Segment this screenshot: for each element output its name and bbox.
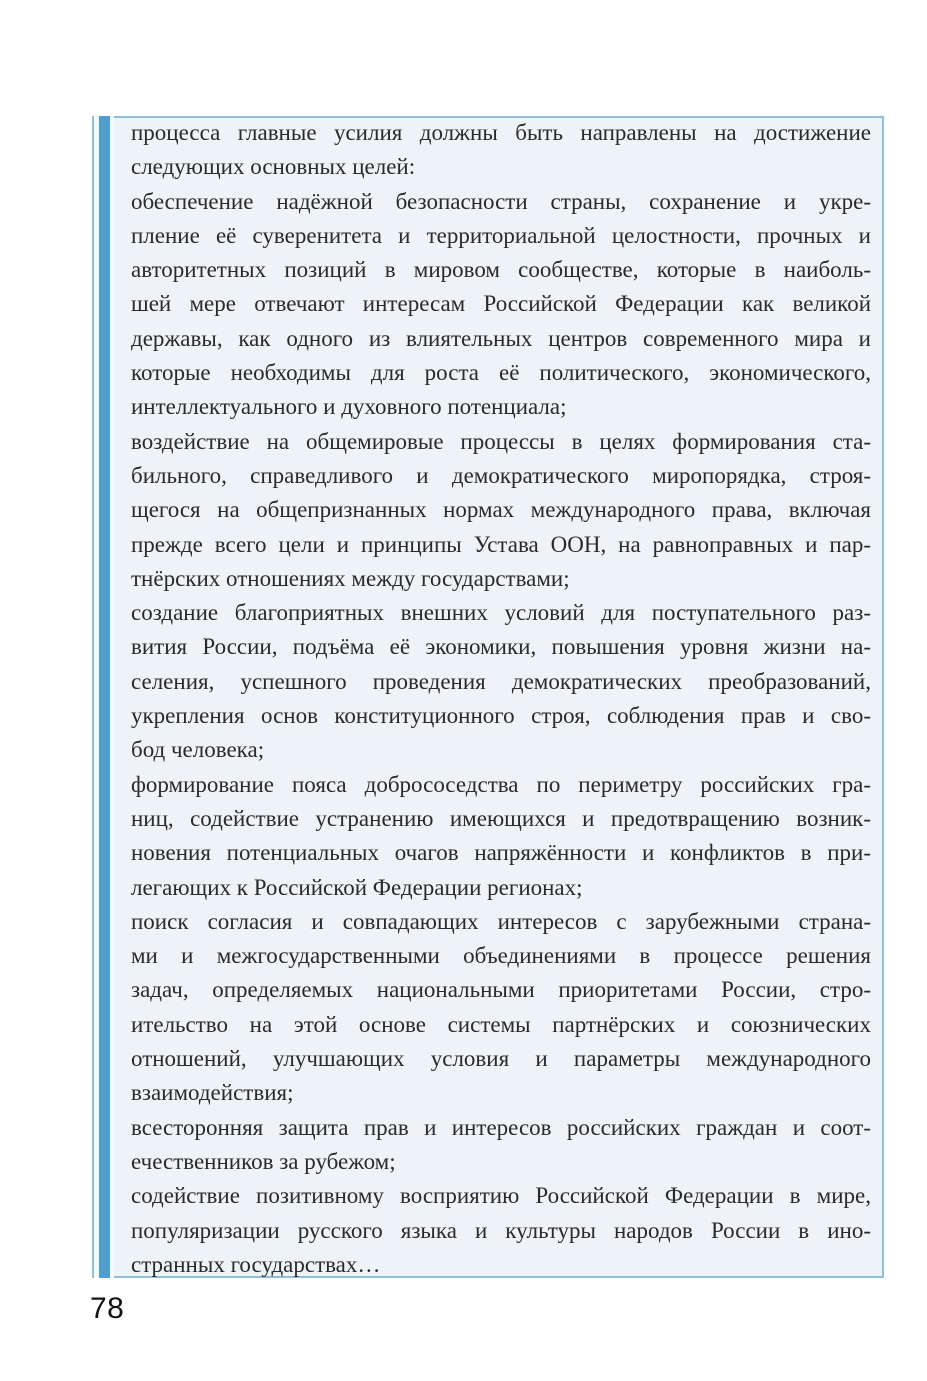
text-line: бод человека; (131, 737, 265, 763)
text-line: всесторонняя защита прав и интересов российских граждан и соот- (131, 1114, 871, 1140)
text-line: вития России, подъёма её экономики, повышения уровня жизни на- (131, 634, 871, 660)
text-line: воздействие на общемировые процессы в целях формирования ста- (131, 428, 871, 454)
document-text (131, 116, 871, 1282)
text-line: отношений, улучшающих условия и параметры международного (131, 1046, 871, 1072)
text-line: ительство на этой основе системы партнёрских и союзнических (131, 1011, 871, 1037)
text-line: содействие позитивному восприятию Российской Федерации в мире, (131, 1183, 871, 1209)
text-line: селения, успешного проведения демократических преобразований, (131, 668, 871, 694)
text-line: державы, как одного из влиятельных центров современного мира и (131, 325, 871, 351)
text-line: бильного, справедливого и демократического миропорядка, строя- (131, 462, 871, 488)
text-line: создание благоприятных внешних условий для поступательного раз- (131, 600, 871, 626)
text-line: ниц, содействие устранению имеющихся и предотвращению возник- (131, 805, 871, 831)
text-line: укрепления основ конституционного строя, соблюдения прав и сво- (131, 703, 871, 729)
text-line: формирование пояса добрососедства по периметру российских гра- (131, 771, 871, 797)
text-line: ечественников за рубежом; (131, 1148, 396, 1174)
text-line: следующих основных целей: (131, 154, 416, 180)
text-line: новения потенциальных очагов напряжённости и конфликтов в при- (131, 840, 871, 866)
text-line: шей мере отвечают интересам Российской Федерации как великой (131, 291, 871, 317)
text-line: процесса главные усилия должны быть направлены на достижение (131, 120, 871, 145)
decorative-notebook-spine (92, 116, 114, 1278)
text-line: щегося на общепризнанных нормах международного права, включая (131, 497, 871, 523)
text-line: задач, определяемых национальными приоритетами России, стро- (131, 977, 871, 1003)
text-line: обеспечение надёжной безопасности страны, сохранение и укре- (131, 188, 871, 214)
text-line: легающих к Российской Федерации регионах; (131, 874, 583, 900)
text-line: странных государствах… (131, 1251, 381, 1277)
text-line: которые необходимы для роста её политического, экономического, (131, 360, 871, 386)
text-line: взаимодействия; (131, 1080, 294, 1106)
text-line: интеллектуального и духовного потенциала; (131, 394, 567, 420)
text-line: поиск согласия и совпадающих интересов с зарубежными страна- (131, 908, 871, 934)
text-line: авторитетных позиций в мировом сообществе, которые в наиболь- (131, 257, 871, 283)
page-number: 78 (90, 1292, 125, 1325)
text-line: пление её суверенитета и территориальной целостности, прочных и (131, 222, 871, 248)
text-line: ми и межгосударственными объединениями в процессе решения (131, 943, 871, 969)
text-line: популяризации русского языка и культуры народов России в ино- (131, 1217, 871, 1243)
text-line: тнёрских отношениях между государствами; (131, 565, 570, 591)
text-line: прежде всего цели и принципы Устава ООН, на равноправных и пар- (131, 531, 871, 557)
